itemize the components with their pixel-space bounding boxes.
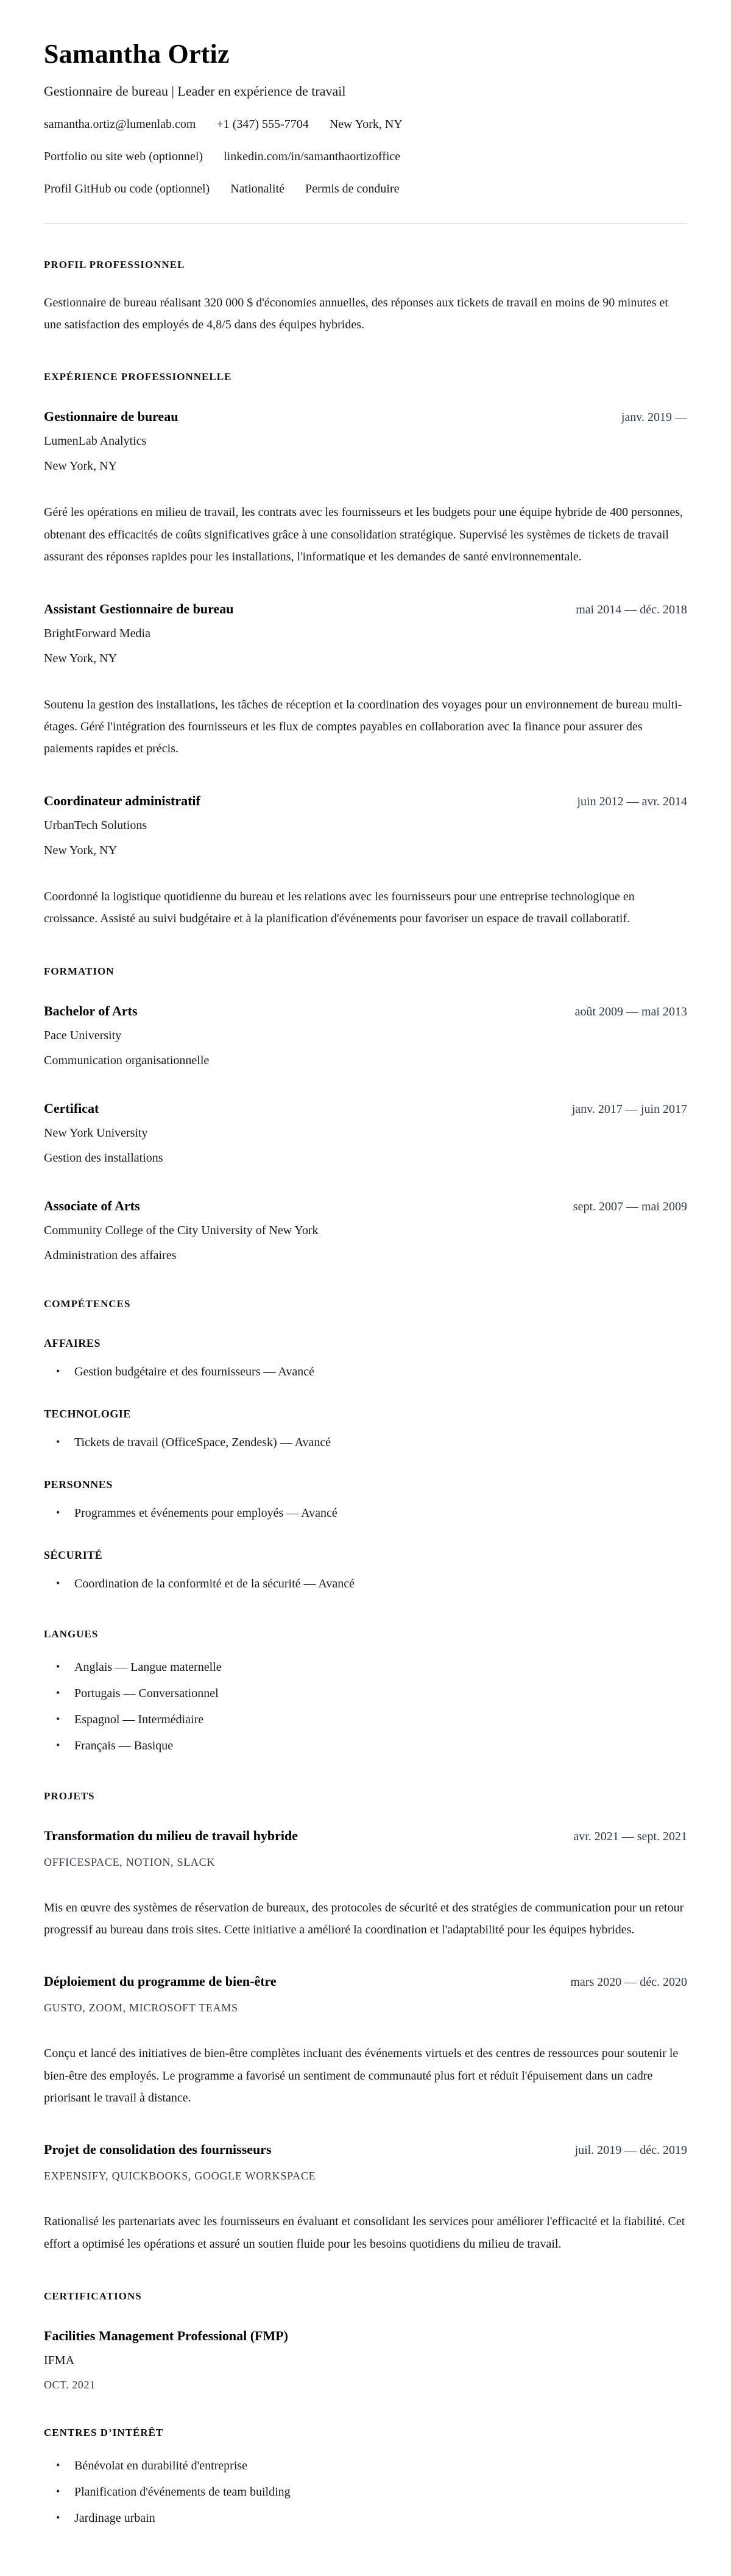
interest-list [44, 2457, 687, 2527]
skill-group [44, 1408, 687, 1452]
section-title-languages: LANGUES [44, 1628, 99, 1640]
section-title-education: FORMATION [44, 965, 115, 977]
job-location: New York, NY [44, 843, 118, 857]
project-title: Transformation du milieu de travail hybride [44, 1827, 298, 1843]
certification-entry [44, 2328, 687, 2391]
project-entry [44, 1974, 687, 2109]
contact-location: New York, NY [329, 117, 403, 131]
job-title: Coordinateur administratif [44, 792, 200, 808]
section-title-certifications: CERTIFICATIONS [44, 2290, 142, 2303]
education-entry-head [44, 1198, 687, 1214]
experience-entry-head [44, 601, 687, 617]
resume-header [44, 39, 687, 224]
contact-row-3 [44, 182, 687, 196]
school-name: Community College of the City University of New York [44, 1223, 319, 1237]
field-of-study: Administration des affaires [44, 1248, 177, 1262]
contact-driving-license: Permis de conduire [305, 182, 400, 196]
contact-nationality: Nationalité [230, 182, 285, 196]
project-title: Projet de consolidation des fournisseurs [44, 2142, 272, 2158]
skill-group-label: PERSONNES [44, 1478, 113, 1491]
project-entry-head [44, 1828, 687, 1844]
section-skills [44, 1298, 687, 1593]
skill-list [44, 1434, 687, 1452]
skill-list [44, 1575, 687, 1593]
project-title: Déploiement du programme de bien-être [44, 1974, 277, 1989]
section-experience [44, 371, 687, 930]
skill-group-label: AFFAIRES [44, 1336, 101, 1349]
project-dates: juil. 2019 — déc. 2019 [574, 2144, 687, 2158]
education-entry [44, 1198, 687, 1263]
school-name: Pace University [44, 1028, 122, 1042]
section-certifications [44, 2290, 687, 2391]
certification-issuer: IFMA [44, 2354, 75, 2368]
experience-entry [44, 601, 687, 760]
experience-entry [44, 409, 687, 568]
section-languages [44, 1628, 687, 1755]
section-title-projects: PROJETS [44, 1790, 95, 1802]
language-item: • Anglais — Langue maternelle [44, 1659, 687, 1676]
skill-item: • Coordination de la conformité et de la sécurité — Avancé [44, 1575, 687, 1593]
project-entry [44, 2142, 687, 2255]
interest-item: • Bénévolat en durabilité d'entreprise [44, 2457, 687, 2475]
experience-entry-head [44, 793, 687, 809]
job-title: Assistant Gestionnaire de bureau [44, 601, 234, 616]
skill-group [44, 1549, 687, 1593]
interest-item: • Jardinage urbain [44, 2510, 687, 2527]
contact-phone: +1 (347) 555-7704 [216, 117, 309, 131]
degree-title: Certificat [44, 1100, 99, 1116]
language-item: • Portugais — Conversationnel [44, 1685, 687, 1703]
project-dates: mars 2020 — déc. 2020 [570, 1975, 687, 1989]
experience-entry [44, 793, 687, 930]
project-stack: EXPENSIFY, QUICKBOOKS, GOOGLE WORKSPACE [44, 2170, 316, 2183]
contact-linkedin: linkedin.com/in/samanthaortizoffice [224, 149, 401, 163]
contact-row-2 [44, 150, 687, 164]
education-entry-head [44, 1003, 687, 1019]
project-entry-head [44, 1974, 687, 1989]
language-item: • Français — Basique [44, 1737, 687, 1755]
header-divider [44, 223, 687, 224]
field-of-study: Communication organisationnelle [44, 1053, 210, 1067]
job-dates: juin 2012 — avr. 2014 [577, 794, 687, 808]
interest-item: • Planification d'événements de team building [44, 2483, 687, 2501]
project-description: Conçu et lancé des initiatives de bien-être complètes incluant des événements virtuels et des centres de ressources pour soutenir le bien-être des employés. Le programme a favorisé un sentiment de communauté plus fort et réduit l'épuisement dans un cadre priorisant le travail à distance. [44, 2047, 679, 2105]
contact-email: samantha.ortiz@lumenlab.com [44, 117, 196, 131]
skill-item: • Tickets de travail (OfficeSpace, Zendesk) — Avancé [44, 1434, 687, 1452]
job-dates: janv. 2019 — [621, 411, 687, 425]
candidate-headline: Gestionnaire de bureau | Leader en expérience de travail [44, 83, 346, 99]
skill-list [44, 1363, 687, 1381]
project-description: Mis en œuvre des systèmes de réservation de bureaux, des protocoles de sécurité et des stratégies de communication pour un retour progressif au bureau dans trois sites. Cette initiative a amélioré la coordination et l'adaptabilité pour les équipes hybrides. [44, 1900, 684, 1936]
section-title-profile: PROFIL PROFESSIONNEL [44, 258, 185, 270]
skill-group [44, 1337, 687, 1381]
certification-date: OCT. 2021 [44, 2379, 96, 2391]
education-dates: août 2009 — mai 2013 [574, 1004, 687, 1018]
degree-title: Associate of Arts [44, 1198, 140, 1213]
project-stack: OFFICESPACE, NOTION, SLACK [44, 1855, 216, 1868]
language-item: • Espagnol — Intermédiaire [44, 1711, 687, 1729]
job-description: Soutenu la gestion des installations, les tâches de réception et la coordination des voyages pour un environnement de bureau multi-étages. Géré l'intégration des fournisseurs et les flux de comptes payables en collaboration avec la finance pour assurer des paiements rapides et précis. [44, 697, 682, 756]
field-of-study: Gestion des installations [44, 1151, 163, 1165]
project-dates: avr. 2021 — sept. 2021 [573, 1829, 687, 1843]
job-company: LumenLab Analytics [44, 434, 147, 448]
section-interests [44, 2427, 687, 2527]
language-list [44, 1659, 687, 1755]
section-title-skills: COMPÉTENCES [44, 1297, 131, 1310]
education-dates: janv. 2017 — juin 2017 [571, 1102, 687, 1116]
project-stack: GUSTO, ZOOM, MICROSOFT TEAMS [44, 2002, 238, 2014]
education-entry [44, 1101, 687, 1165]
contact-github: Profil GitHub ou code (optionnel) [44, 182, 210, 196]
candidate-name: Samantha Ortiz [44, 39, 230, 69]
job-location: New York, NY [44, 651, 118, 665]
degree-title: Bachelor of Arts [44, 1003, 138, 1018]
job-company: BrightForward Media [44, 626, 150, 640]
contact-row-1 [44, 118, 687, 132]
job-description: Coordonné la logistique quotidienne du bureau et les relations avec les fournisseurs pour une entreprise technologique en croissance. Assisté au suivi budgétaire et à la planification d'événements pour favoriser un espace de travail collaboratif. [44, 889, 635, 926]
education-entry [44, 1003, 687, 1068]
project-entry [44, 1828, 687, 1941]
skill-group [44, 1478, 687, 1522]
contact-portfolio: Portfolio ou site web (optionnel) [44, 149, 203, 163]
school-name: New York University [44, 1126, 148, 1140]
education-dates: sept. 2007 — mai 2009 [573, 1199, 687, 1213]
experience-entry-head [44, 409, 687, 425]
job-title: Gestionnaire de bureau [44, 409, 178, 425]
section-projects [44, 1790, 687, 2256]
skill-list [44, 1505, 687, 1522]
project-entry-head [44, 2142, 687, 2158]
section-profile [44, 259, 687, 336]
education-entry-head [44, 1101, 687, 1117]
skill-item: • Programmes et événements pour employés — Avancé [44, 1505, 687, 1522]
job-description: Géré les opérations en milieu de travail, les contrats avec les fournisseurs et les budgets pour une équipe hybride de 400 personnes, obtenant des efficacités de coûts significatives grâce à une consolidation stratégique. Supervisé les systèmes de tickets de travail assurant des réponses rapides pour les installations, l'informatique et les demandes de santé environnementale. [44, 506, 683, 564]
certification-name: Facilities Management Professional (FMP) [44, 2328, 288, 2344]
job-location: New York, NY [44, 459, 118, 473]
skill-group-label: SÉCURITÉ [44, 1548, 103, 1561]
job-company: UrbanTech Solutions [44, 818, 147, 832]
skill-group-label: TECHNOLOGIE [44, 1407, 131, 1420]
profile-summary: Gestionnaire de bureau réalisant 320 000 $ d'économies annuelles, des réponses aux tickets de travail en moins de 90 minutes et une satisfaction des employés de 4,8/5 dans des équipes hybrides. [44, 295, 668, 331]
skill-item: • Gestion budgétaire et des fournisseurs — Avancé [44, 1363, 687, 1381]
project-description: Rationalisé les partenariats avec les fournisseurs en évaluant et consolidant les services pour améliorer l'efficacité et la fiabilité. Cet effort a optimisé les opérations et assuré un soutien fluide pour les besoins quotidiens du milieu de travail. [44, 2215, 685, 2251]
job-dates: mai 2014 — déc. 2018 [576, 602, 687, 616]
section-title-interests: CENTRES D’INTÉRÊT [44, 2427, 164, 2439]
section-education [44, 965, 687, 1263]
section-title-experience: EXPÉRIENCE PROFESSIONNELLE [44, 371, 232, 383]
